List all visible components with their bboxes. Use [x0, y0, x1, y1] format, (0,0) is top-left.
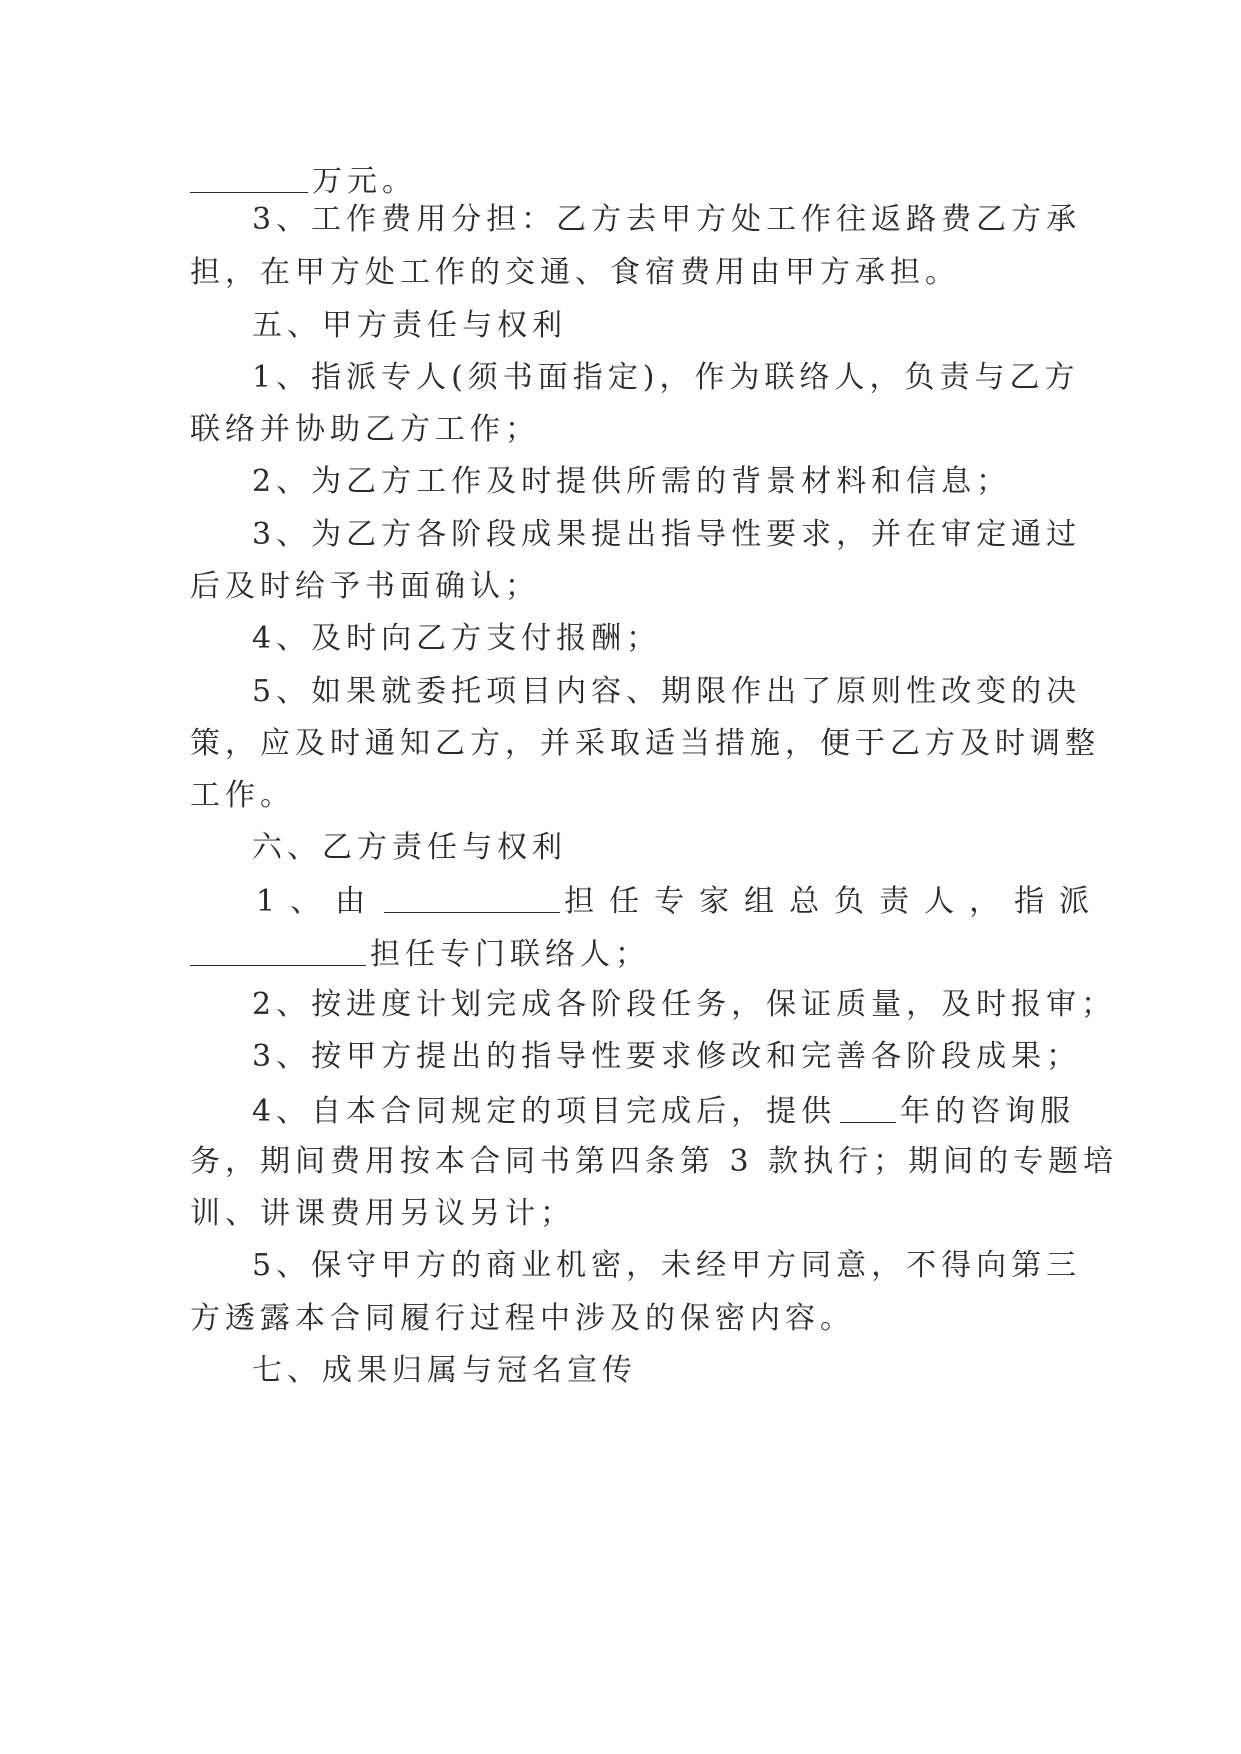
paragraph-line: 后及时给予书面确认； [190, 569, 540, 604]
paragraph-line: 3、工作费用分担：乙方去甲方处工作往返路费乙方承 [252, 202, 1082, 237]
section-heading: 六、乙方责任与权利 [252, 830, 567, 865]
paragraph-line: 1、指派专人(须书面指定)，作为联络人，负责与乙方 [252, 360, 1080, 395]
paragraph-line: 2、按进度计划完成各阶段任务，保证质量，及时报审； [252, 987, 1117, 1022]
paragraph-line: 工作。 [190, 778, 295, 813]
fill-in-blank [190, 162, 308, 193]
paragraph-line: 3、按甲方提出的指导性要求修改和完善各阶段成果； [252, 1039, 1082, 1074]
paragraph-line [252, 1090, 1075, 1130]
paragraph-line: 5、保守甲方的商业机密，未经甲方同意，不得向第三 [252, 1248, 1082, 1283]
paragraph-line: 担，在甲方处工作的交通、食宿费用由甲方承担。 [190, 255, 960, 290]
line-text: 担任专门联络人； [370, 937, 650, 972]
paragraph-line [190, 933, 650, 973]
fill-in-blank [840, 1092, 896, 1123]
paragraph-line [190, 160, 417, 200]
fill-in-blank [384, 882, 560, 913]
paragraph-line: 方透露本合同履行过程中涉及的保密内容。 [190, 1301, 855, 1336]
paragraph-line: 5、如果就委托项目内容、期限作出了原则性改变的决 [252, 674, 1082, 709]
paragraph-line: 策，应及时通知乙方，并采取适当措施，便于乙方及时调整 [190, 726, 1100, 761]
line-text: 年的咨询服 [900, 1094, 1076, 1129]
paragraph-line: 4、及时向乙方支付报酬； [252, 621, 662, 656]
paragraph-line: 2、为乙方工作及时提供所需的背景材料和信息； [252, 464, 1012, 499]
fill-in-blank [190, 935, 366, 966]
line-text: 4、自本合同规定的项目完成后，提供 [252, 1094, 837, 1129]
line-text: 担任专家组总负责人，指派 [564, 884, 1105, 919]
paragraph-line: 联络并协助乙方工作； [190, 412, 540, 447]
section-heading: 七、成果归属与冠名宣传 [252, 1353, 637, 1388]
paragraph-line: 务，期间费用按本合同书第四条第 3 款执行；期间的专题培 [190, 1144, 1119, 1179]
paragraph-line: 3、为乙方各阶段成果提出指导性要求，并在审定通过 [252, 517, 1082, 552]
line-text: 1、由 [256, 884, 381, 919]
paragraph-line [256, 880, 1104, 920]
paragraph-line: 训、讲课费用另议另计； [190, 1196, 575, 1231]
line-text: 万元。 [312, 164, 417, 199]
section-heading: 五、甲方责任与权利 [252, 308, 567, 343]
